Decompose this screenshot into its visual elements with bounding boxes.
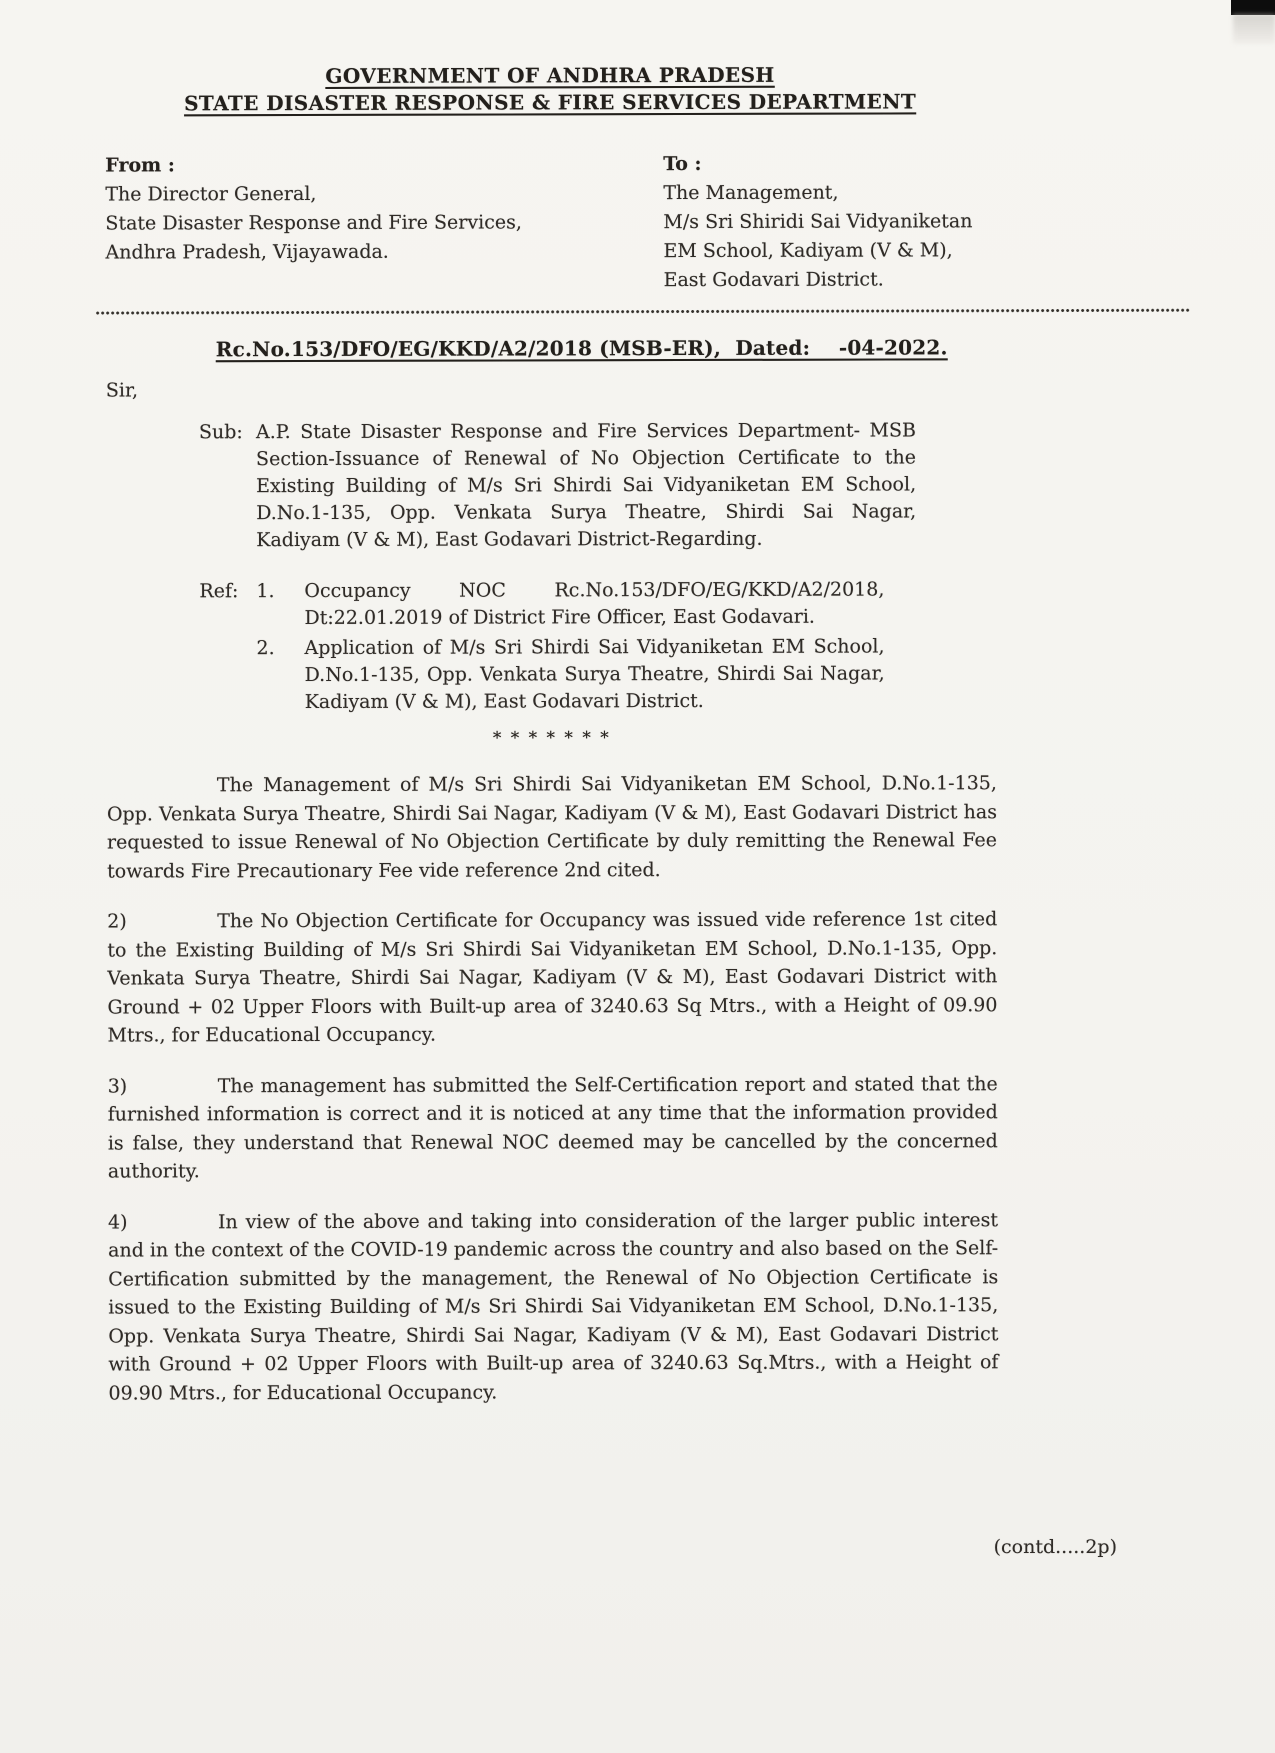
paragraph-3-text: The management has submitted the Self-Certification report and stated that the furnished information is correct and it is noticed at any time that the information provided is false, they understand that Renewal NOC deemed may be cancelled by the concerned authority. [107,1072,998,1183]
reference-item-2-text: Application of M/s Sri Shirdi Sai Vidyaniketan EM School, D.No.1-135, Opp. Venkata Surya Theatre, Shirdi Sai Nagar, Kadiyam (V & M), East Godavari District. [304,635,885,714]
reference-item-1 [256,576,884,632]
scan-artifact-corner [1231,0,1275,15]
reference-item-2-number: 2. [256,637,275,660]
dotted-separator [96,308,1191,316]
paragraph-4-number: 4) [108,1210,128,1234]
references-label: Ref: [199,580,239,603]
to-line-2: M/s Sri Shiridi Sai Vidyaniketan [663,210,973,234]
paragraph-3-number: 3) [107,1074,128,1098]
from-label: From : [105,154,175,177]
continuation-note: (contd.....2p) [993,1536,1117,1558]
from-line-2: State Disaster Response and Fire Services, [105,211,522,235]
reference-items [256,576,884,719]
to-line-4: East Godavari District. [663,268,884,292]
paragraph-2-number: 2) [107,910,127,933]
scan-artifact-smudge [1233,14,1275,44]
reference-item-2 [256,633,884,716]
to-line-3: EM School, Kadiyam (V & M), [663,239,953,263]
reference-number-line: Rc.No.153/DFO/EG/KKD/A2/2018 (MSB-ER), Dated: -04-2022. [215,335,948,362]
to-line-1: The Management, [663,181,839,205]
paragraph-1: The Management of M/s Sri Shirdi Sai Vidyaniketan EM School, D.No.1-135, Opp. Venkata Surya Theatre, Shirdi Sai Nagar, Kadiyam (V & M), East Godavari District has requested to issue Renewal of No Objection Certificate by duly remitting the Renewal Fee towards Fire Precautionary Fee vide reference 2nd cited. [106,772,998,883]
paragraph-4 [108,1206,999,1408]
subject-label: Sub: [198,421,243,444]
salutation: Sir, [105,379,139,402]
address-row [105,149,995,296]
reference-item-1-number: 1. [256,580,275,603]
references-block [199,575,1275,719]
document-header [105,61,995,117]
reference-item-1-text: Occupancy NOC Rc.No.153/DFO/EG/KKD/A2/2018, Dt:22.01.2019 of District Fire Officer, East Godavari. [304,578,885,630]
to-label: To : [663,152,702,176]
header-line-2: STATE DISASTER RESPONSE & FIRE SERVICES DEPARTMENT [184,89,917,116]
paragraph-3 [108,1070,998,1186]
subject-text: A.P. State Disaster Response and Fire Services Department- MSB Section-Issuance of Renewal of No Objection Certificate to the Existing Building of M/s Sri Shirdi Sai Vidyaniketan EM School, D.No.1-135, Opp. Venkata Surya Theatre, Shirdi Sai Nagar, Kadiyam (V & M), East Godavari District-Regarding. [255,419,917,552]
paragraph-4-text: In view of the above and taking into consideration of the larger public interest and in the context of the COVID-19 pandemic across the country and also based on the Self-Certification submitted by the management, the Renewal of No Objection Certificate is issued to the Existing Building of M/s Sri Shirdi Sai Vidyaniketan EM School, D.No.1-135, Opp. Venkata Surya Theatre, Shirdi Sai Nagar, Kadiyam (V & M), East Godavari District with Ground + 02 Upper Floors with Built-up area of 3240.63 Sq.Mtrs., with a Height of 09.90 Mtrs., for Educational Occupancy. [108,1208,999,1405]
to-block [663,149,972,295]
paragraph-2 [107,905,997,1050]
asterisk-separator: * * * * * * * [492,728,611,749]
paragraph-2-text: The No Objection Certificate for Occupancy was issued vide reference 1st cited to the Existing Building of M/s Sri Shirdi Sai Vidyaniketan EM School, D.No.1-135, Opp. Venkata Surya Theatre, Shirdi Sai Nagar, Kadiyam (V & M), East Godavari District with Ground + 02 Upper Floors with Built-up area of 3240.63 Sq Mtrs., with a Height of 09.90 Mtrs., for Educational Occupancy. [107,908,998,1047]
from-block [105,150,605,296]
subject-block [199,416,1275,554]
from-line-1: The Director General, [105,182,317,206]
header-line-1: GOVERNMENT OF ANDHRA PRADESH [325,62,775,88]
from-line-3: Andhra Pradesh, Vijayawada. [105,240,389,264]
